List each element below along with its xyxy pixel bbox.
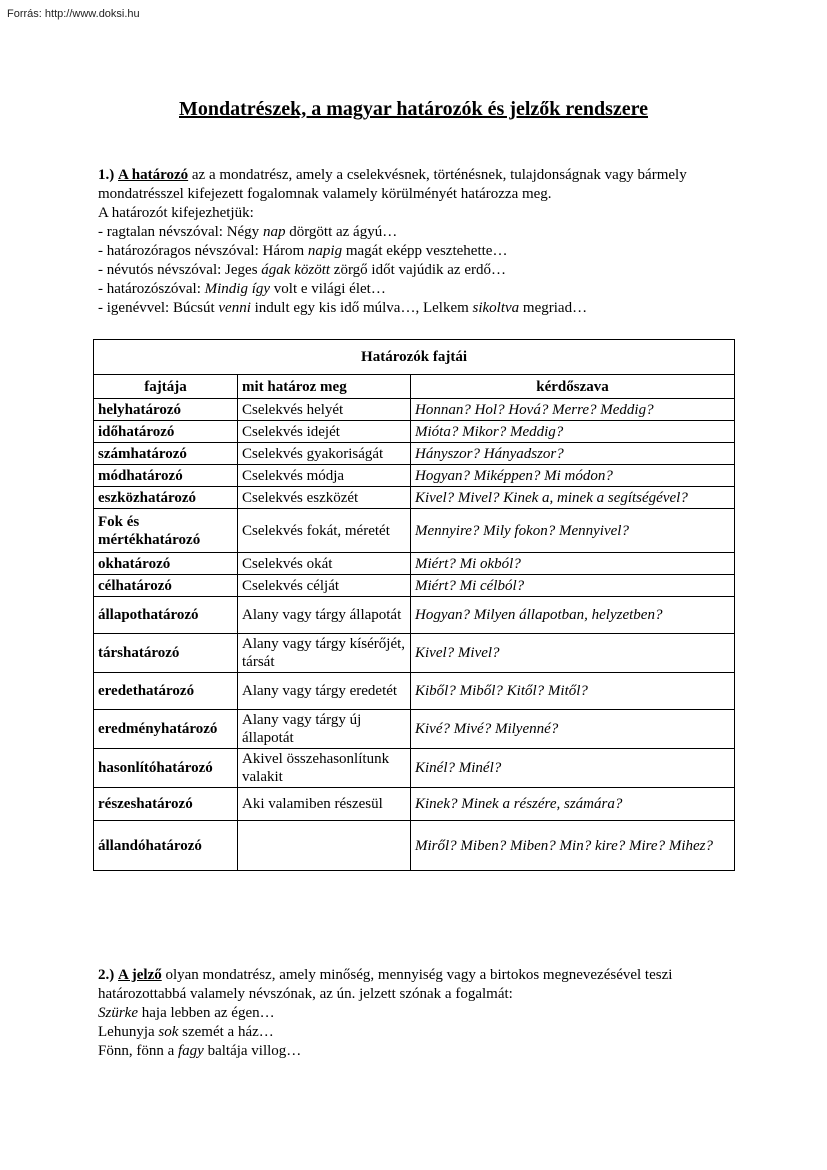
determines-cell: Akivel összehasonlítunk valakit xyxy=(238,749,411,788)
example-line: Lehunyja sok szemét a ház… xyxy=(98,1024,274,1040)
adverbial-type-cell: számhatározó xyxy=(94,443,238,465)
adverbial-type-cell: időhatározó xyxy=(94,421,238,443)
table-row xyxy=(94,634,735,673)
adverbial-type-cell: eszközhatározó xyxy=(94,487,238,509)
table-row xyxy=(94,575,735,597)
question-words-cell: Miről? Miben? Miben? Min? kire? Mire? Mihez? xyxy=(411,821,735,871)
question-words-cell: Hogyan? Miképpen? Mi módon? xyxy=(411,465,735,487)
defined-term: A határozó xyxy=(118,167,189,183)
adverbial-type-cell: módhatározó xyxy=(94,465,238,487)
adverbial-type-cell: állandóhatározó xyxy=(94,821,238,871)
determines-cell: Cselekvés eszközét xyxy=(238,487,411,509)
adverbial-type-cell: helyhatározó xyxy=(94,399,238,421)
question-words-cell: Miért? Mi célból? xyxy=(411,575,735,597)
definition-text: az a mondatrész, amely a cselekvésnek, történésnek, tulajdonságnak vagy bármely mondatrésszel kifejezett fogalomnak valamely körülményét határozza meg. xyxy=(98,167,687,202)
table-row xyxy=(94,749,735,788)
column-header: mit határoz meg xyxy=(238,375,411,399)
determines-cell: Alany vagy tárgy eredetét xyxy=(238,673,411,710)
question-words-cell: Hogyan? Milyen állapotban, helyzetben? xyxy=(411,597,735,634)
table-header-row xyxy=(94,375,735,399)
table-row xyxy=(94,399,735,421)
determines-cell: Cselekvés idejét xyxy=(238,421,411,443)
question-words-cell: Miért? Mi okból? xyxy=(411,553,735,575)
adverbial-type-cell: eredményhatározó xyxy=(94,710,238,749)
table-caption: Határozók fajtái xyxy=(94,340,735,375)
list-intro: A határozót kifejezhetjük: xyxy=(98,205,254,221)
determines-cell: Aki valamiben részesül xyxy=(238,788,411,821)
determines-cell: Alany vagy tárgy új állapotát xyxy=(238,710,411,749)
example-line: Szürke haja lebben az égen… xyxy=(98,1005,275,1021)
definition-paragraph xyxy=(98,966,748,1004)
adverbial-type-cell: társhatározó xyxy=(94,634,238,673)
section-number: 1.) xyxy=(98,167,115,183)
determines-cell: Cselekvés gyakoriságát xyxy=(238,443,411,465)
determines-cell: Cselekvés fokát, méretét xyxy=(238,509,411,553)
table-row xyxy=(94,487,735,509)
determines-cell xyxy=(238,821,411,871)
adverbial-types-table xyxy=(93,339,735,871)
question-words-cell: Kiből? Miből? Kitől? Mitől? xyxy=(411,673,735,710)
table-row xyxy=(94,465,735,487)
table-row xyxy=(94,421,735,443)
question-words-cell: Kinek? Minek a részére, számára? xyxy=(411,788,735,821)
table-row xyxy=(94,553,735,575)
question-words-cell: Kivel? Mivel? Kinek a, minek a segítségével? xyxy=(411,487,735,509)
column-header: fajtája xyxy=(94,375,238,399)
table-row xyxy=(94,788,735,821)
determines-cell: Alany vagy tárgy kísérőjét, társát xyxy=(238,634,411,673)
page-title: Mondatrészek, a magyar határozók és jelzők rendszere xyxy=(179,98,648,120)
column-header: kérdőszava xyxy=(411,375,735,399)
table-row xyxy=(94,673,735,710)
determines-cell: Alany vagy tárgy állapotát xyxy=(238,597,411,634)
question-words-cell: Kivel? Mivel? xyxy=(411,634,735,673)
table-row xyxy=(94,509,735,553)
question-words-cell: Honnan? Hol? Hová? Merre? Meddig? xyxy=(411,399,735,421)
section-hatarozo xyxy=(98,166,748,318)
definition-paragraph xyxy=(98,166,748,204)
list-item: - ragtalan névszóval: Négy nap dörgött az ágyú… xyxy=(98,224,398,240)
section-jelzo xyxy=(98,966,748,1061)
determines-cell: Cselekvés helyét xyxy=(238,399,411,421)
determines-cell: Cselekvés módja xyxy=(238,465,411,487)
definition-text: olyan mondatrész, amely minőség, mennyiség vagy a birtokos megnevezésével teszi határozottabbá valamely névszónak, az ún. jelzett szónak a fogalmát: xyxy=(98,967,673,1002)
question-words-cell: Kinél? Minél? xyxy=(411,749,735,788)
defined-term: A jelző xyxy=(118,967,162,983)
table-row xyxy=(94,443,735,465)
table-row xyxy=(94,597,735,634)
adverbial-type-cell: eredethatározó xyxy=(94,673,238,710)
question-words-cell: Mióta? Mikor? Meddig? xyxy=(411,421,735,443)
list-item: - névutós névszóval: Jeges ágak között zörgő időt vajúdik az erdő… xyxy=(98,262,506,278)
adverbial-type-cell: részeshatározó xyxy=(94,788,238,821)
table-body xyxy=(94,399,735,871)
adverbial-type-cell: Fok és mértékhatározó xyxy=(94,509,238,553)
adverbial-type-cell: okhatározó xyxy=(94,553,238,575)
adverbial-type-cell: állapothatározó xyxy=(94,597,238,634)
adverbial-type-cell: célhatározó xyxy=(94,575,238,597)
question-words-cell: Kivé? Mivé? Milyenné? xyxy=(411,710,735,749)
section-number: 2.) xyxy=(98,967,115,983)
list-item: - határozóragos névszóval: Három napig magát eképp vesztehette… xyxy=(98,243,508,259)
source-note: Forrás: http://www.doksi.hu xyxy=(7,8,140,20)
table-row xyxy=(94,710,735,749)
example-line: Fönn, fönn a fagy baltája villog… xyxy=(98,1043,302,1059)
table-row xyxy=(94,821,735,871)
determines-cell: Cselekvés okát xyxy=(238,553,411,575)
list-item: - határozószóval: Mindig így volt e világi élet… xyxy=(98,281,386,297)
determines-cell: Cselekvés célját xyxy=(238,575,411,597)
question-words-cell: Mennyire? Mily fokon? Mennyivel? xyxy=(411,509,735,553)
question-words-cell: Hányszor? Hányadszor? xyxy=(411,443,735,465)
adverbial-type-cell: hasonlítóhatározó xyxy=(94,749,238,788)
list-item: - igenévvel: Búcsút venni indult egy kis idő múlva…, Lelkem sikoltva megriad… xyxy=(98,300,588,316)
